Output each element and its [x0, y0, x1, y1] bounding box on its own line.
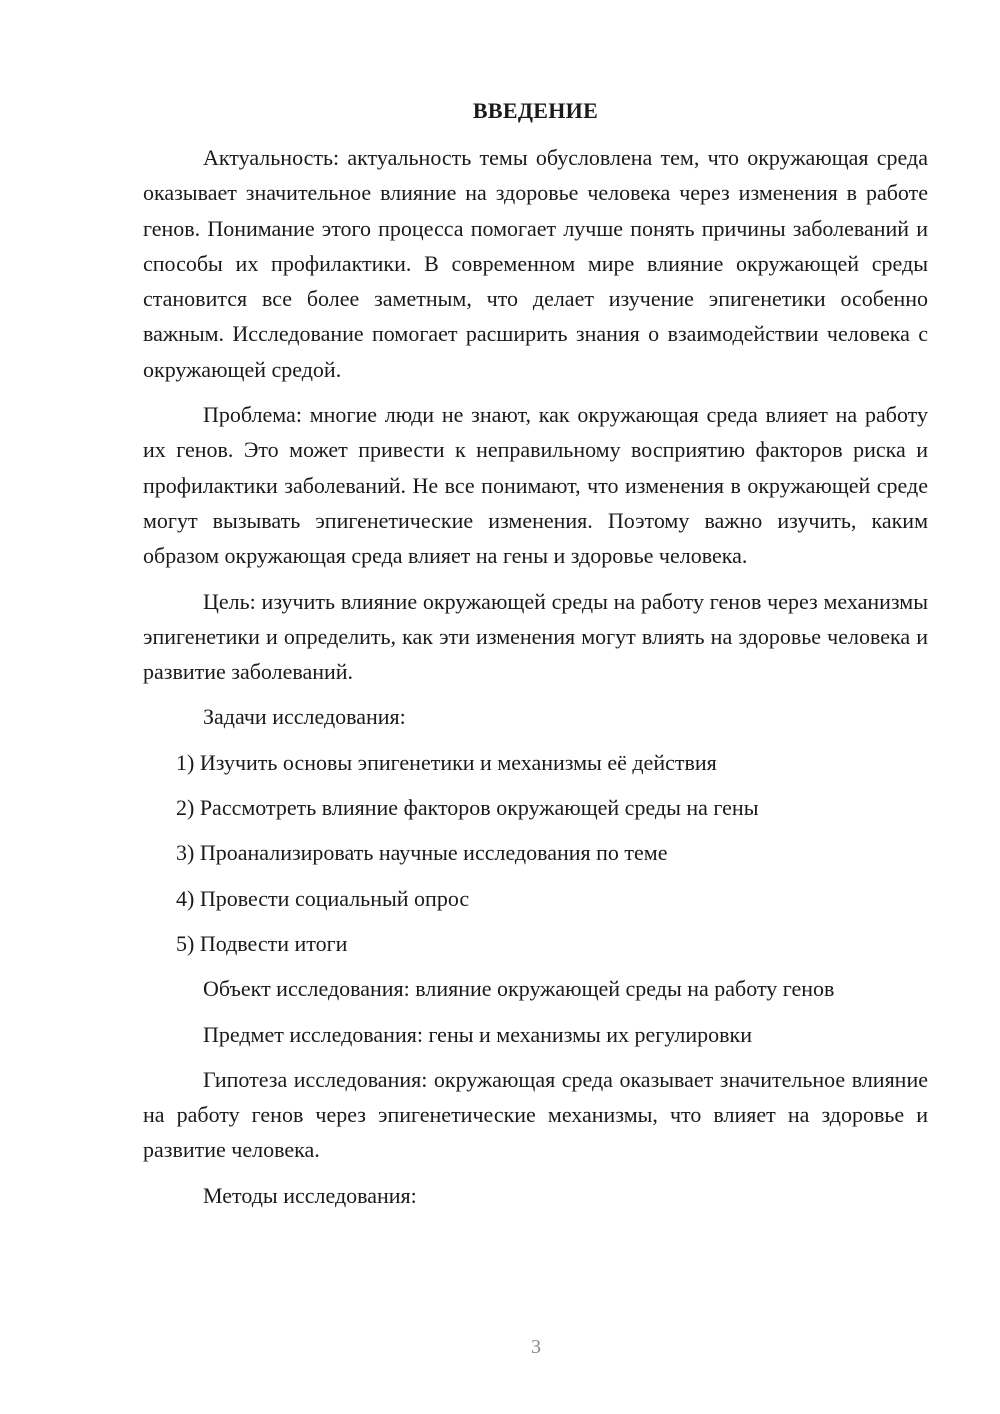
research-subject: Предмет исследования: гены и механизмы их регулировки: [203, 1021, 752, 1047]
task-item-5: 5) Подвести итоги: [176, 930, 348, 956]
task-item-2: 2) Рассмотреть влияние факторов окружающей среды на гены: [176, 795, 759, 821]
page-number: 3: [531, 1336, 541, 1358]
page-content: [143, 96, 928, 1223]
task-item-4: 4) Провести социальный опрос: [176, 885, 470, 911]
tasks-heading: Задачи исследования:: [203, 704, 406, 730]
problem-paragraph: Проблема: многие люди не знают, как окружающая среда влияет на работу их генов. Это может привести к неправильному восприятию факторов риска и профилактики заболеваний. Не все понимают, что изменения в окружающей среде могут вызывать эпигенетические изменения. Поэтому важно изучить, каким образом окружающая среда влияет на гены и здоровье человека.: [143, 402, 928, 569]
goal-paragraph: Цель: изучить влияние окружающей среды на работу генов через механизмы эпигенетики и определить, как эти изменения могут влиять на здоровье человека и развитие заболеваний.: [143, 588, 928, 685]
relevance-paragraph: Актуальность: актуальность темы обусловлена тем, что окружающая среда оказывает значительное влияние на здоровье человека через изменения в работе генов. Понимание этого процесса помогает лучше понять причины заболеваний и способы их профилактики. В современном мире влияние окружающей среды становится все более заметным, что делает изучение эпигенетики особенно важным. Исследование помогает расширить знания о взаимодействии человека с окружающей средой.: [143, 145, 928, 382]
research-object: Объект исследования: влияние окружающей среды на работу генов: [203, 976, 835, 1002]
task-item-1: 1) Изучить основы эпигенетики и механизмы её действия: [176, 749, 717, 775]
tasks-list: [143, 745, 928, 961]
task-item-3: 3) Проанализировать научные исследования по теме: [176, 840, 668, 866]
section-title: ВВЕДЕНИЕ: [472, 98, 599, 123]
hypothesis-paragraph: Гипотеза исследования: окружающая среда оказывает значительное влияние на работу генов через эпигенетические механизмы, что влияет на здоровье и развитие человека.: [143, 1066, 928, 1163]
methods-heading: Методы исследования:: [203, 1182, 417, 1208]
